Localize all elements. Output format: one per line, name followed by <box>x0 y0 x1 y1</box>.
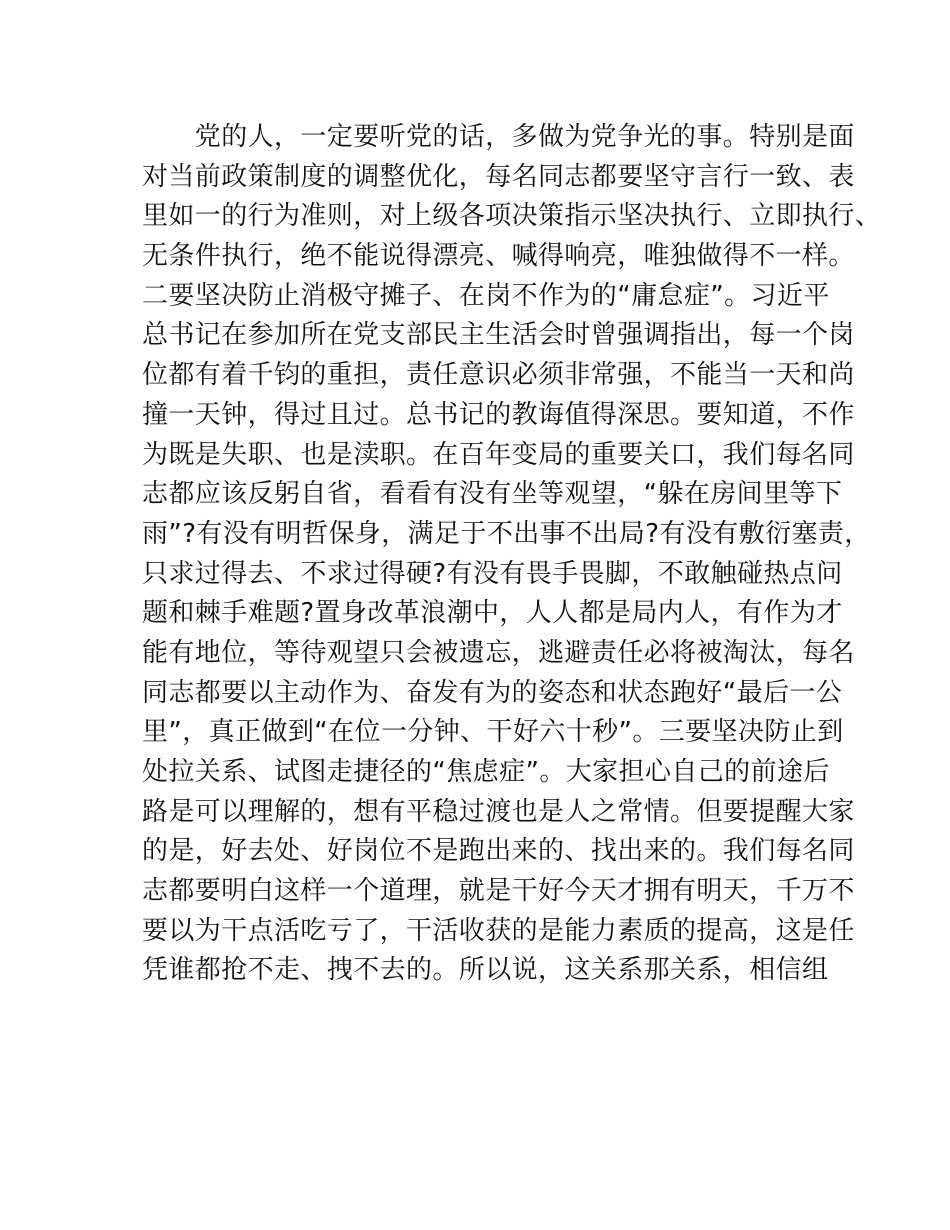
body-text <box>142 118 882 991</box>
text-line: 为既是失职、也是渎职。在百年变局的重要关口，我们每名同 <box>142 439 855 470</box>
text-line: 只求过得去、不求过得硬?有没有畏手畏脚，不敢触碰热点问 <box>142 558 843 589</box>
text-line: 二要坚决防止消极守摊子、在岗不作为的“庸怠症”。习近平 <box>142 280 830 311</box>
text-line: 总书记在参加所在党支部民主生活会时曾强调指出，每一个岗 <box>142 320 855 351</box>
text-line: 雨”?有没有明哲保身，满足于不出事不出局?有没有敷衍塞责， <box>142 518 871 549</box>
text-line: 里”，真正做到“在位一分钟、干好六十秒”。三要坚决防止到 <box>142 717 844 748</box>
text-line: 的是，好去处、好岗位不是跑出来的、找出来的。我们每名同 <box>142 836 855 867</box>
text-line: 路是可以理解的，想有平稳过渡也是人之常情。但要提醒大家 <box>142 796 855 827</box>
text-line: 位都有着千钧的重担，责任意识必须非常强，不能当一天和尚 <box>142 360 855 391</box>
text-line: 处拉关系、试图走捷径的“焦虑症”。大家担心自己的前途后 <box>142 757 830 787</box>
text-line: 凭谁都抢不走、拽不去的。所以说，这关系那关系，相信组 <box>142 955 829 986</box>
text-line: 题和棘手难题?置身改革浪潮中，人人都是局内人，有作为才 <box>142 598 843 629</box>
text-line: 党的人，一定要听党的话，多做为党争光的事。特别是面 <box>142 122 855 152</box>
text-line: 同志都要以主动作为、奋发有为的姿态和状态跑好“最后一公 <box>142 677 843 708</box>
text-line: 对当前政策制度的调整优化，每名同志都要坚守言行一致、表 <box>142 161 855 192</box>
text-line: 要以为干点活吃亏了，干活收获的是能力素质的提高，这是任 <box>142 915 855 946</box>
text-line: 志都应该反躬自省，看看有没有坐等观望，“躲在房间里等下 <box>142 479 843 510</box>
text-line: 能有地位，等待观望只会被遗忘，逃避责任必将被淘汰，每名 <box>142 637 855 668</box>
text-line: 里如一的行为准则，对上级各项决策指示坚决执行、立即执行、 <box>142 201 882 232</box>
text-line: 撞一天钟，得过且过。总书记的教诲值得深思。要知道，不作 <box>142 399 855 430</box>
text-line: 志都要明白这样一个道理，就是干好今天才拥有明天，千万不 <box>142 876 855 907</box>
text-line: 无条件执行，绝不能说得漂亮、喊得响亮，唯独做得不一样。 <box>142 241 855 272</box>
